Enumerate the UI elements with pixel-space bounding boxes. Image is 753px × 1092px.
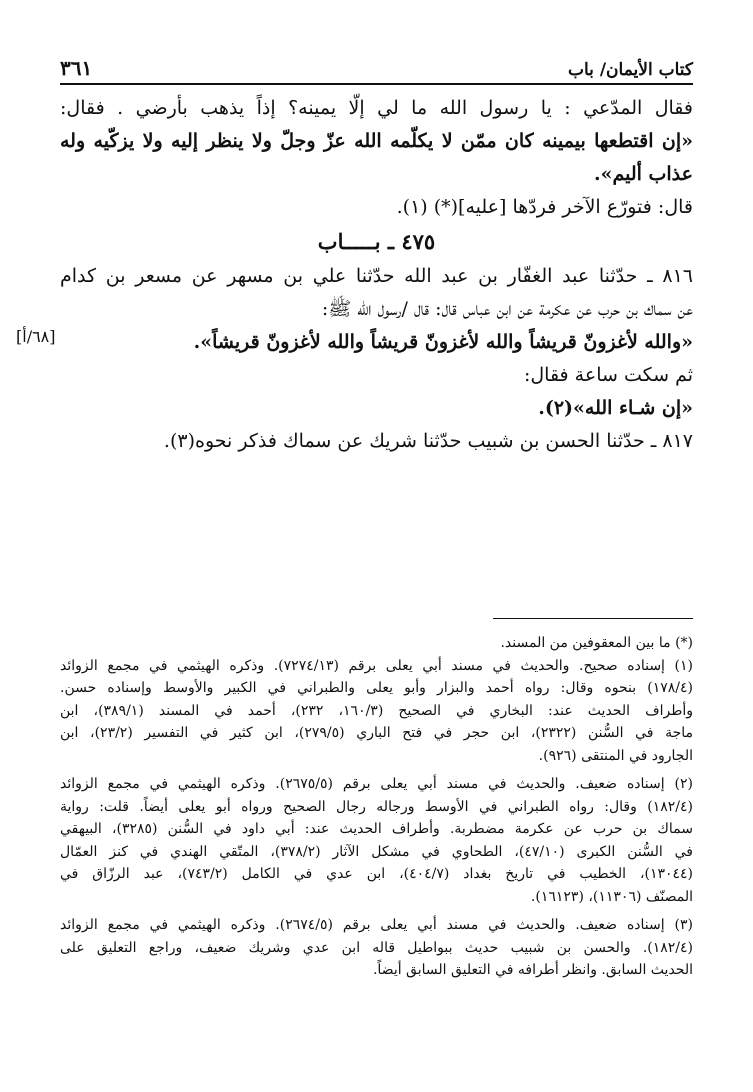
text-line: قال: فتورّع الآخر فردّها [عليه](*) (١).: [396, 196, 693, 218]
page-number: ٣٦١: [60, 56, 93, 80]
footnote-2-line: (١٣٠٤٤)، الخطيب في تاريخ بغداد (٤٠٤/٧)، ابن عدي في الكامل (٧٤٣/٢)، عبد الرزّاق في: [60, 866, 694, 882]
footnotes: [60, 632, 693, 982]
footnote-2-line: سماك بن حرب عن عكرمة مضطربة. وأطراف الحديث عند: أبي داود في السُّنن (٣٢٨٥)، البيهقي: [60, 821, 693, 837]
hadith-quote-line: عذاب أليم».: [593, 163, 693, 185]
footnote-2-line: في السُّنن الكبرى (٤٧/١٠)، الطحاوي في مشكل الآثار (٣٧٨/٢)، المتّقي الهندي في كنز العمّال: [60, 843, 693, 860]
footnote-1-line: (١٧٨/٤) بنحوه وقال: رواه أحمد والبزار وأبو يعلى والطبراني في الكبير والأوسط وإسناده حسن.: [60, 680, 693, 696]
footnote-2-line: (١٨٢/٤) وقال: رواه الطبراني في الأوسط ورجاله رجال الصحيح ورواه أبو يعلى أيضاً. قلت: رواية: [60, 798, 693, 815]
footnote-3-line: (٣) إسناده ضعيف. والحديث في مسند أبي يعلى برقم (٢٦٧٤/٥). وذكره الهيثمي في مجمع الزوائد: [60, 917, 694, 933]
footnote-1-line: (١) إسناده صحيح. والحديث في مسند أبي يعلى برقم (٧٢٧٤/١٣). وذكره الهيثمي في مجمع الزوائد: [60, 657, 694, 674]
manuscript-folio-note: [٦٨/أ]: [16, 327, 56, 346]
hadith-isnad-line: عن سماك بن حرب عن عكرمة عن ابن عباس قال: قال /رسول الله ﷺ:: [321, 298, 693, 320]
footnote-divider: [493, 618, 693, 619]
hadith-isnad-line: ٨١٧ ـ حدّثنا الحسن بن شبيب حدّثنا شريك عن سماك فذكر نحوه(٣).: [163, 430, 693, 452]
footnote-1-line: ماجة في السُّنن (٢٣٢٢)، ابن حجر في فتح الباري (٢٧٩/٥)، ابن كثير في التفسير (٢٣/٢)، ابن: [60, 725, 694, 741]
text-line: فقال المدّعي : يا رسول الله ما لي إلّا يمينه؟ إذاً يذهب بأرضي . فقال:: [60, 97, 693, 119]
footnote-3-line: (١٨٢/٤). والحسن بن شبيب حديث ببواطيل قاله ابن عدي وشريك ضعيف، وراجع التعليق على: [60, 939, 693, 956]
footnote-2-line: المصنّف (١١٣٠٦)، (١٦١٢٣).: [530, 888, 693, 905]
footnote-2-line: (٢) إسناده ضعيف. والحديث في مسند أبي يعلى برقم (٢٦٧٥/٥). وذكره الهيثمي في مجمع الزوائد: [60, 776, 694, 792]
hadith-quote-line: «إن اقتطعها بيمينه كان ممّن لا يكلّمه الله عزّ وجلّ ولا ينظر إليه ولا يزكّيه وله: [60, 130, 693, 152]
page-header: [60, 48, 693, 80]
footnote-star: (*) ما بين المعقوفين من المسند.: [500, 635, 693, 651]
footnote-1-line: الجارود في المنتقى (٩٢٦).: [538, 747, 693, 764]
hadith-quote-line: «إن شـاء الله»(٢).: [538, 397, 693, 419]
hadith-quote-line: «والله لأغزونّ قريشاً والله لأغزونّ قريشاً والله لأغزونّ قريشاً».: [193, 331, 693, 353]
footnote-3-line: الحديث السابق. وانظر أطرافه في التعليق السابق أيضاً.: [372, 962, 693, 978]
running-title: كتاب الأيمان/ باب: [567, 60, 693, 80]
footnote-1-line: وأطراف الحديث عند: البخاري في الصحيح (١٦٠/٣، ٢٣٢)، أحمد في المسند (٣٨٩/١)، ابن: [60, 702, 694, 719]
text-line: ثم سكت ساعة فقال:: [523, 364, 693, 386]
hadith-isnad-line: ٨١٦ ـ حدّثنا عبد الغفّار بن عبد الله حدّثنا علي بن مسهر عن مسعر بن كدام: [60, 265, 693, 287]
chapter-heading: ٤٧٥ ـ بـــــاب: [317, 229, 436, 254]
main-text: [60, 92, 693, 458]
header-divider: [60, 83, 693, 85]
